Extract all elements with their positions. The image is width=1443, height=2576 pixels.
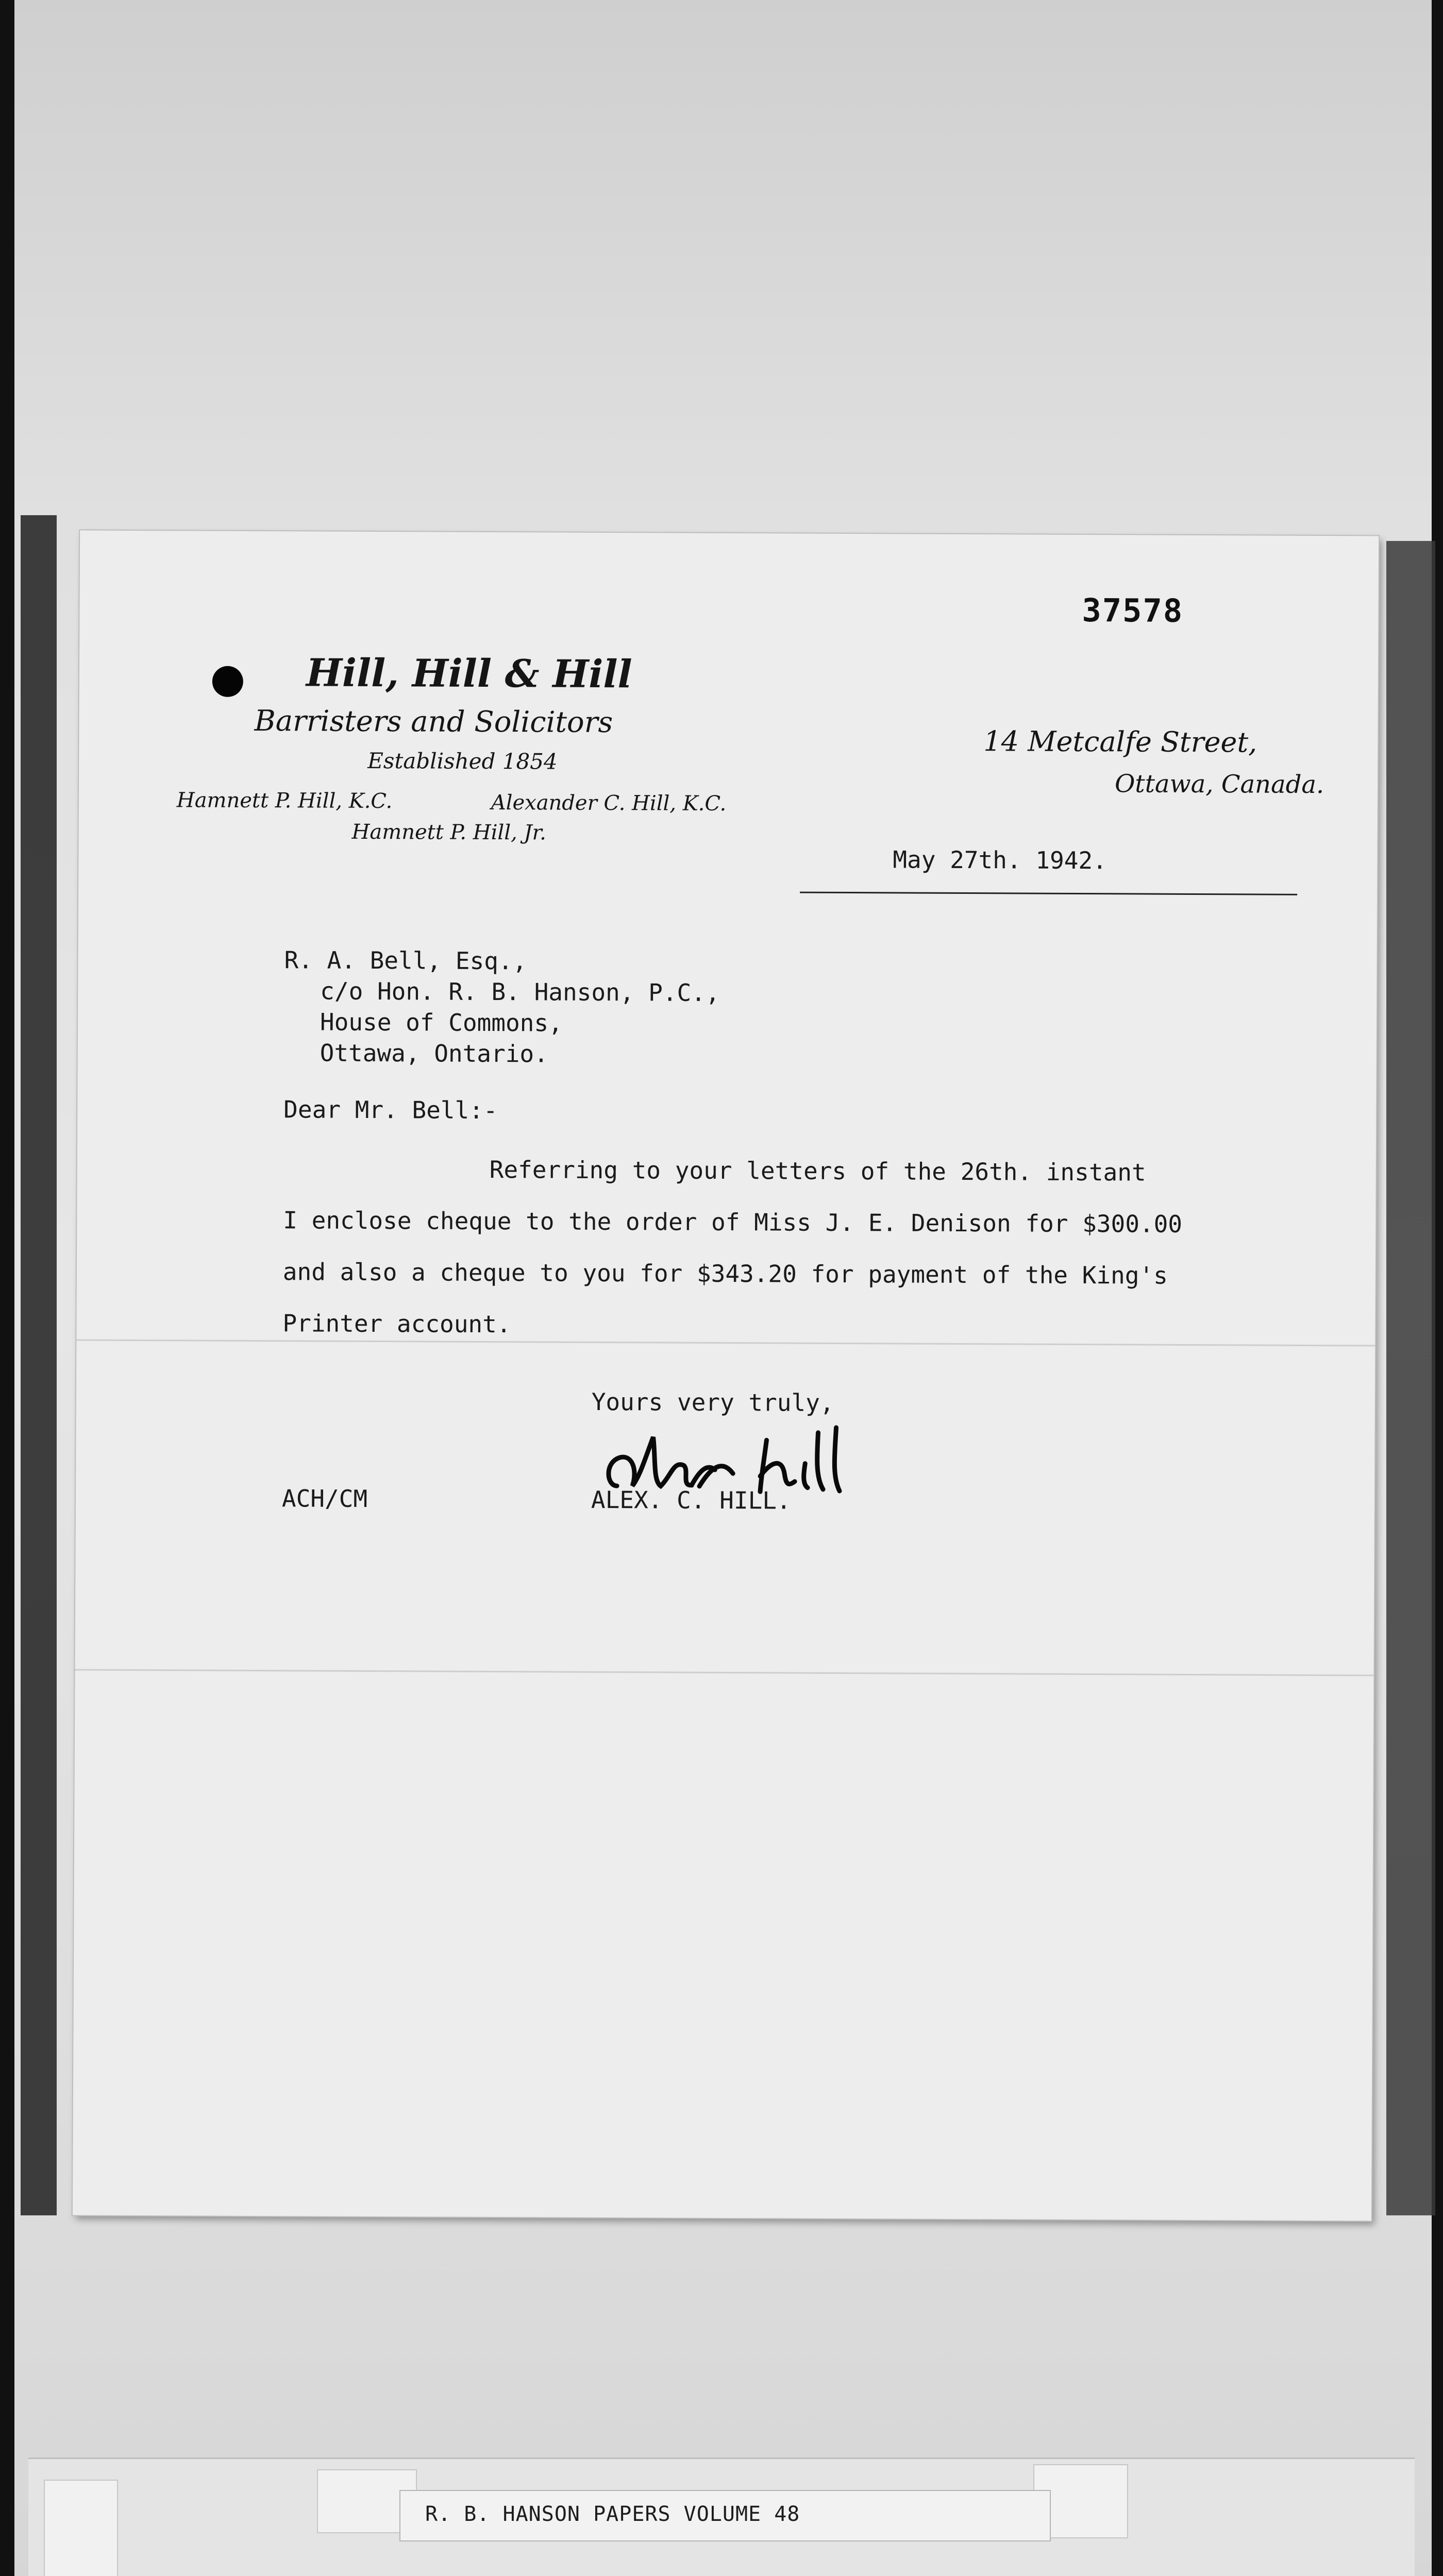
firm-address-city: Ottawa, Canada. (1114, 769, 1324, 800)
collection-slip (399, 2490, 1051, 2541)
tape-piece (44, 2480, 118, 2576)
page-fold (75, 1669, 1373, 1676)
page-fold (76, 1340, 1375, 1347)
partner-name: Hamnett P. Hill, K.C. (176, 788, 393, 814)
left-shadow (21, 515, 57, 2215)
letter-page (73, 531, 1379, 2221)
body-line: Printer account. (282, 1309, 511, 1338)
recipient-line: c/o Hon. R. B. Hanson, P.C., (320, 977, 720, 1007)
partner-name: Alexander C. Hill, K.C. (491, 791, 727, 816)
partner-name: Hamnett P. Hill, Jr. (351, 820, 547, 845)
body-line: I enclose cheque to the order of Miss J. E. Denison for $300.00 (283, 1206, 1183, 1238)
body-line: Referring to your letters of the 26th. instant (489, 1155, 1146, 1187)
date-rule (800, 892, 1297, 895)
firm-address-street: 14 Metcalfe Street, (983, 725, 1257, 759)
right-shadow (1386, 541, 1435, 2215)
recipient-line: Ottawa, Ontario. (320, 1039, 548, 1068)
salutation: Dear Mr. Bell:- (283, 1095, 498, 1125)
bullet-dot (212, 666, 243, 697)
letter-date: May 27th. 1942. (893, 845, 1107, 875)
reference-initials: ACH/CM (281, 1484, 368, 1513)
firm-established: Established 1854 (367, 748, 558, 774)
recipient-line: House of Commons, (320, 1008, 563, 1037)
signatory-name: ALEX. C. HILL. (591, 1485, 791, 1515)
firm-subtitle: Barristers and Solicitors (254, 704, 613, 740)
firm-name: Hill, Hill & Hill (306, 651, 632, 697)
file-number: 37578 (1082, 591, 1184, 630)
film-edge-left (0, 0, 14, 2576)
closing: Yours very truly, (591, 1387, 834, 1417)
body-line: and also a cheque to you for $343.20 for payment of the King's (282, 1258, 1168, 1290)
collection-label: R. B. HANSON PAPERS VOLUME 48 (425, 2502, 800, 2526)
archive-label-card (28, 2458, 1415, 2576)
recipient-line: R. A. Bell, Esq., (284, 946, 527, 975)
